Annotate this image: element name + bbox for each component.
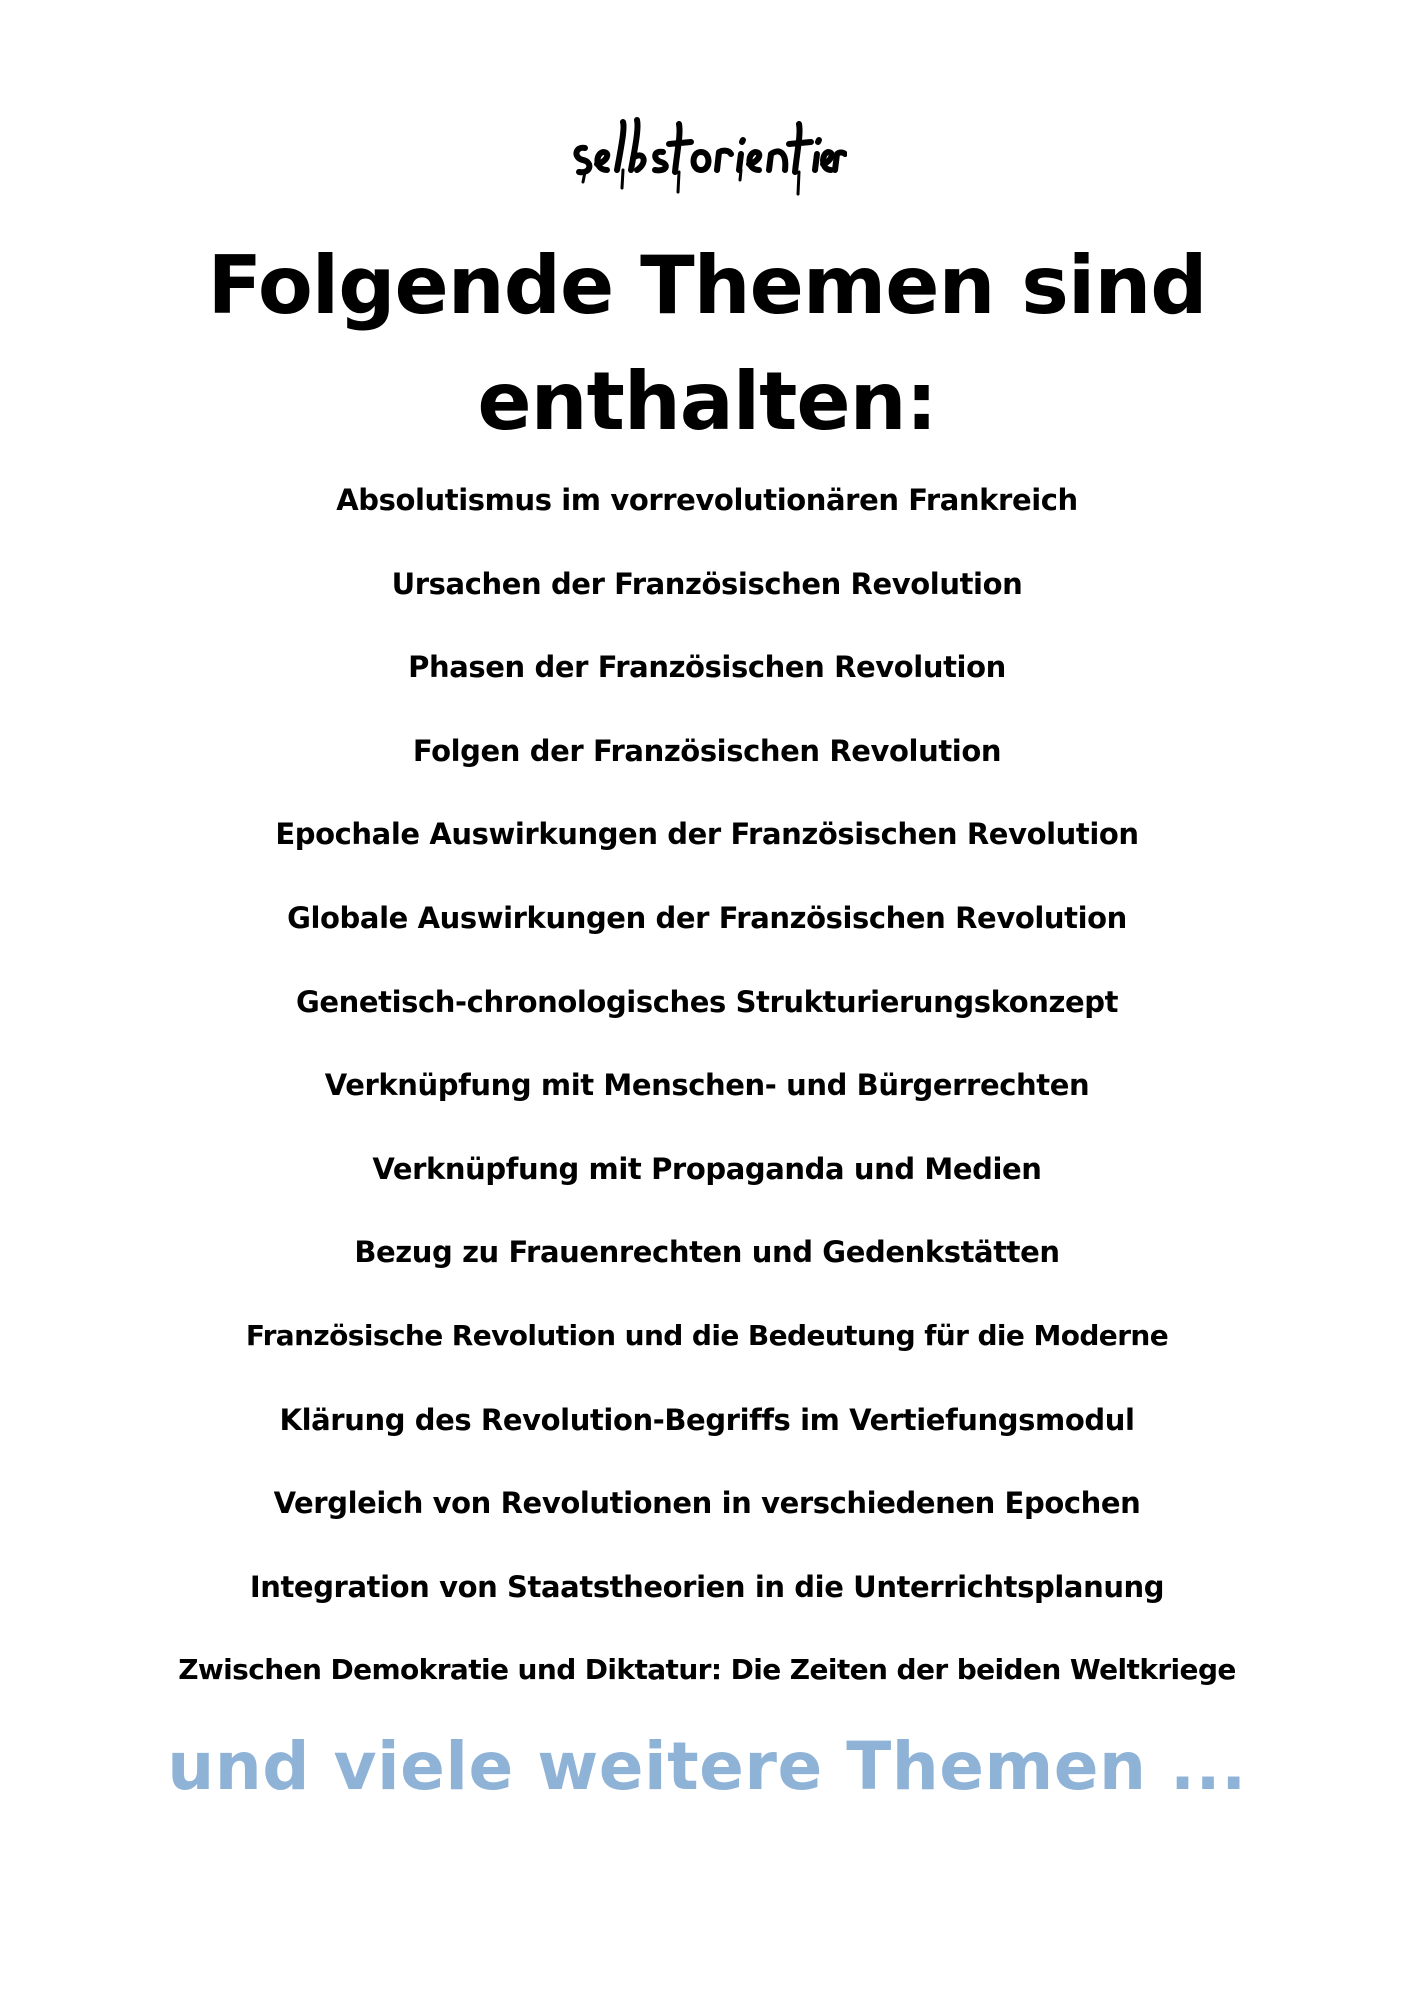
list-item: Klärung des Revolution-Begriffs im Vertiefungsmodul [279,1402,1135,1437]
more-topics-note: und viele weitere Themen ... [167,1728,1247,1805]
brand-logo [0,108,1414,198]
list-item: Globale Auswirkungen der Französischen Revolution [287,900,1127,935]
list-item: Phasen der Französischen Revolution [408,650,1006,685]
list-item: Zwischen Demokratie und Diktatur: Die Zeiten der beiden Weltkriege [178,1653,1236,1687]
list-item: Genetisch-chronologisches Strukturierungskonzept [295,984,1119,1019]
list-item: Integration von Staatstheorien in die Unterrichtsplanung [249,1569,1165,1604]
list-item: Französische Revolution und die Bedeutung für die Moderne [245,1318,1169,1352]
list-item: Folgen der Französischen Revolution [412,733,1002,768]
page-title: Folgende Themen sind enthalten: [207,239,1207,448]
brush-script-logo-icon [567,108,847,198]
list-item: Verknüpfung mit Propaganda und Medien [372,1151,1042,1186]
list-item: Epochale Auswirkungen der Französischen Revolution [275,817,1139,852]
list-item: Vergleich von Revolutionen in verschiedenen Epochen [273,1486,1141,1521]
list-item: Ursachen der Französischen Revolution [391,566,1023,601]
topic-list [60,475,1354,1729]
list-item: Verknüpfung mit Menschen- und Bürgerrechten [324,1068,1090,1103]
list-item: Bezug zu Frauenrechten und Gedenkstätten [354,1235,1060,1270]
list-item: Absolutismus im vorrevolutionären Frankreich [336,483,1078,517]
